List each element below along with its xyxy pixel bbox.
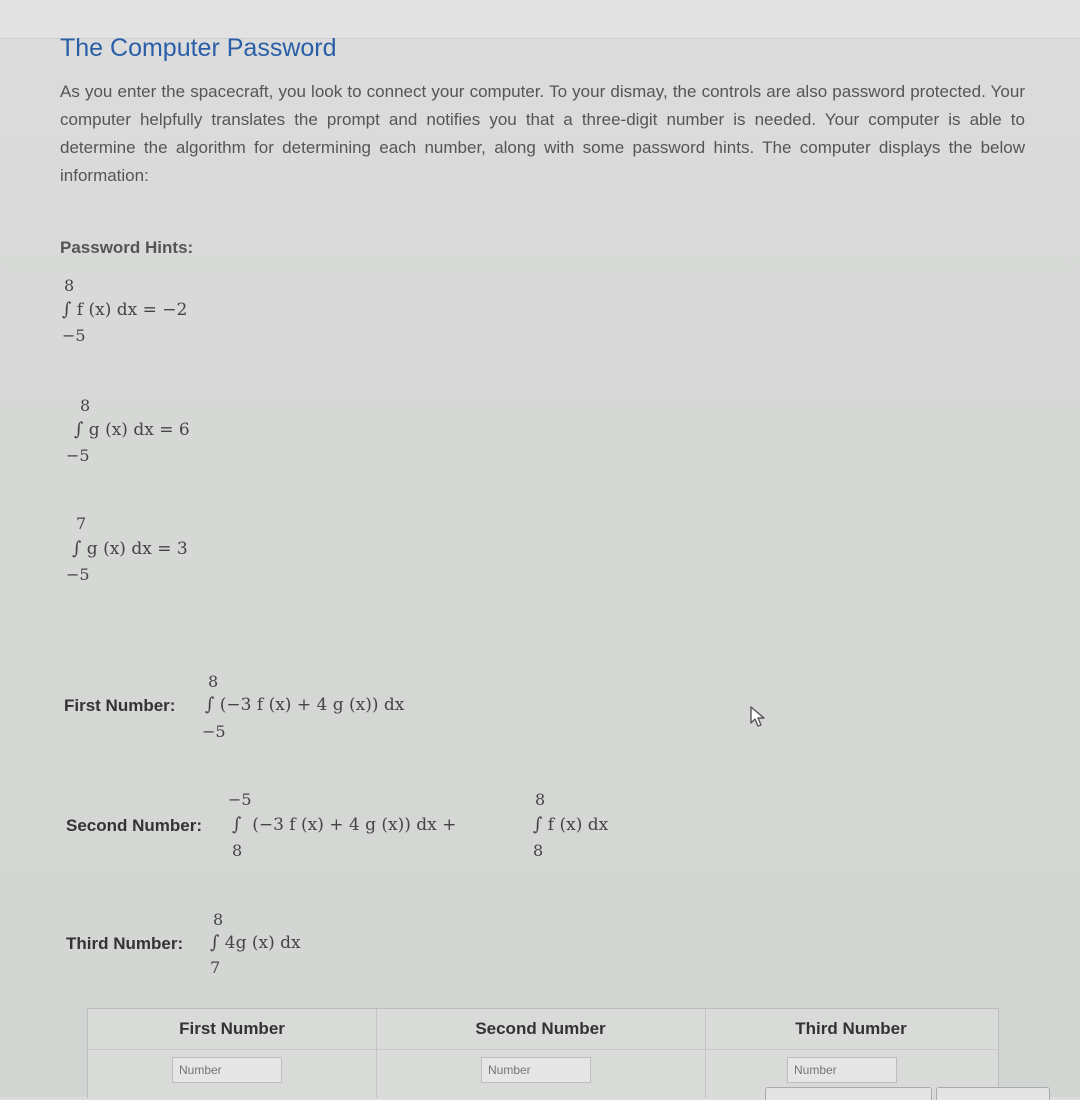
action-button-partial-2[interactable] [936, 1087, 1050, 1100]
second-number-label: Second Number: [66, 816, 203, 835]
integral-sign: ∫ [232, 814, 242, 835]
integral-sign: ∫ [205, 694, 215, 715]
third-number-lower-limit: 7 [210, 958, 221, 977]
third-number-integral [210, 932, 301, 953]
integral-sign: ∫ [74, 419, 84, 440]
hint-2-integral [74, 419, 190, 440]
intro-paragraph: As you enter the spacecraft, you look to connect your computer. To your dismay, the controls are also password protected. Your computer helpfully translates the prompt and notifies you that a three-digit number is needed. Your computer is able to determine the algorithm for determining each number, along with some password hints. The computer displays the below information: [60, 82, 1025, 185]
answer-column-second [376, 1009, 706, 1098]
hint-3-body: g (x) dx = 3 [86, 539, 188, 559]
first-number-label: First Number: [64, 696, 176, 715]
first-number-integral [205, 694, 404, 715]
second-number-body-2: f (x) dx [547, 815, 609, 835]
second-number-input[interactable] [481, 1057, 591, 1083]
action-button-partial-1[interactable] [765, 1087, 932, 1100]
second-number-integral-1 [232, 814, 456, 835]
hint-1-lower-limit: −5 [62, 326, 86, 345]
third-number-input[interactable] [787, 1057, 897, 1083]
hint-1-integral [62, 299, 187, 320]
hint-2-upper-limit: 8 [80, 396, 91, 415]
answer-header-first: First Number [88, 1009, 376, 1050]
answer-table [87, 1008, 999, 1098]
answer-header-second: Second Number [376, 1009, 705, 1050]
hint-3-lower-limit: −5 [66, 565, 90, 584]
answer-header-third: Third Number [705, 1009, 997, 1050]
hint-1-upper-limit: 8 [64, 276, 75, 295]
integral-sign: ∫ [62, 299, 72, 320]
third-number-body: 4g (x) dx [224, 933, 301, 953]
hints-heading: Password Hints: [60, 238, 194, 257]
hint-2-lower-limit: −5 [66, 446, 90, 465]
third-number-label: Third Number: [66, 934, 184, 953]
hint-2-body: g (x) dx = 6 [88, 420, 190, 440]
mouse-cursor-icon [750, 706, 766, 728]
answer-column-first [88, 1009, 377, 1098]
first-number-body: (−3 f (x) + 4 g (x)) dx [219, 695, 405, 715]
second-number-body-1: (−3 f (x) + 4 g (x)) dx + [252, 815, 457, 835]
hint-3-upper-limit: 7 [76, 514, 87, 533]
second-number-lower-limit-2: 8 [533, 841, 544, 860]
integral-sign: ∫ [72, 538, 82, 559]
integral-sign: ∫ [210, 932, 220, 953]
first-number-lower-limit: −5 [202, 722, 226, 741]
first-number-upper-limit: 8 [208, 672, 219, 691]
answer-column-third [705, 1009, 997, 1098]
second-number-upper-limit-1: −5 [228, 790, 252, 809]
second-number-upper-limit-2: 8 [535, 790, 546, 809]
first-number-input[interactable] [172, 1057, 282, 1083]
second-number-integral-2 [533, 814, 608, 835]
hint-3-integral [72, 538, 188, 559]
third-number-upper-limit: 8 [213, 910, 224, 929]
second-number-lower-limit-1: 8 [232, 841, 243, 860]
hint-1-body: f (x) dx = −2 [76, 300, 188, 320]
page-title: The Computer Password [60, 34, 337, 62]
integral-sign: ∫ [533, 814, 543, 835]
